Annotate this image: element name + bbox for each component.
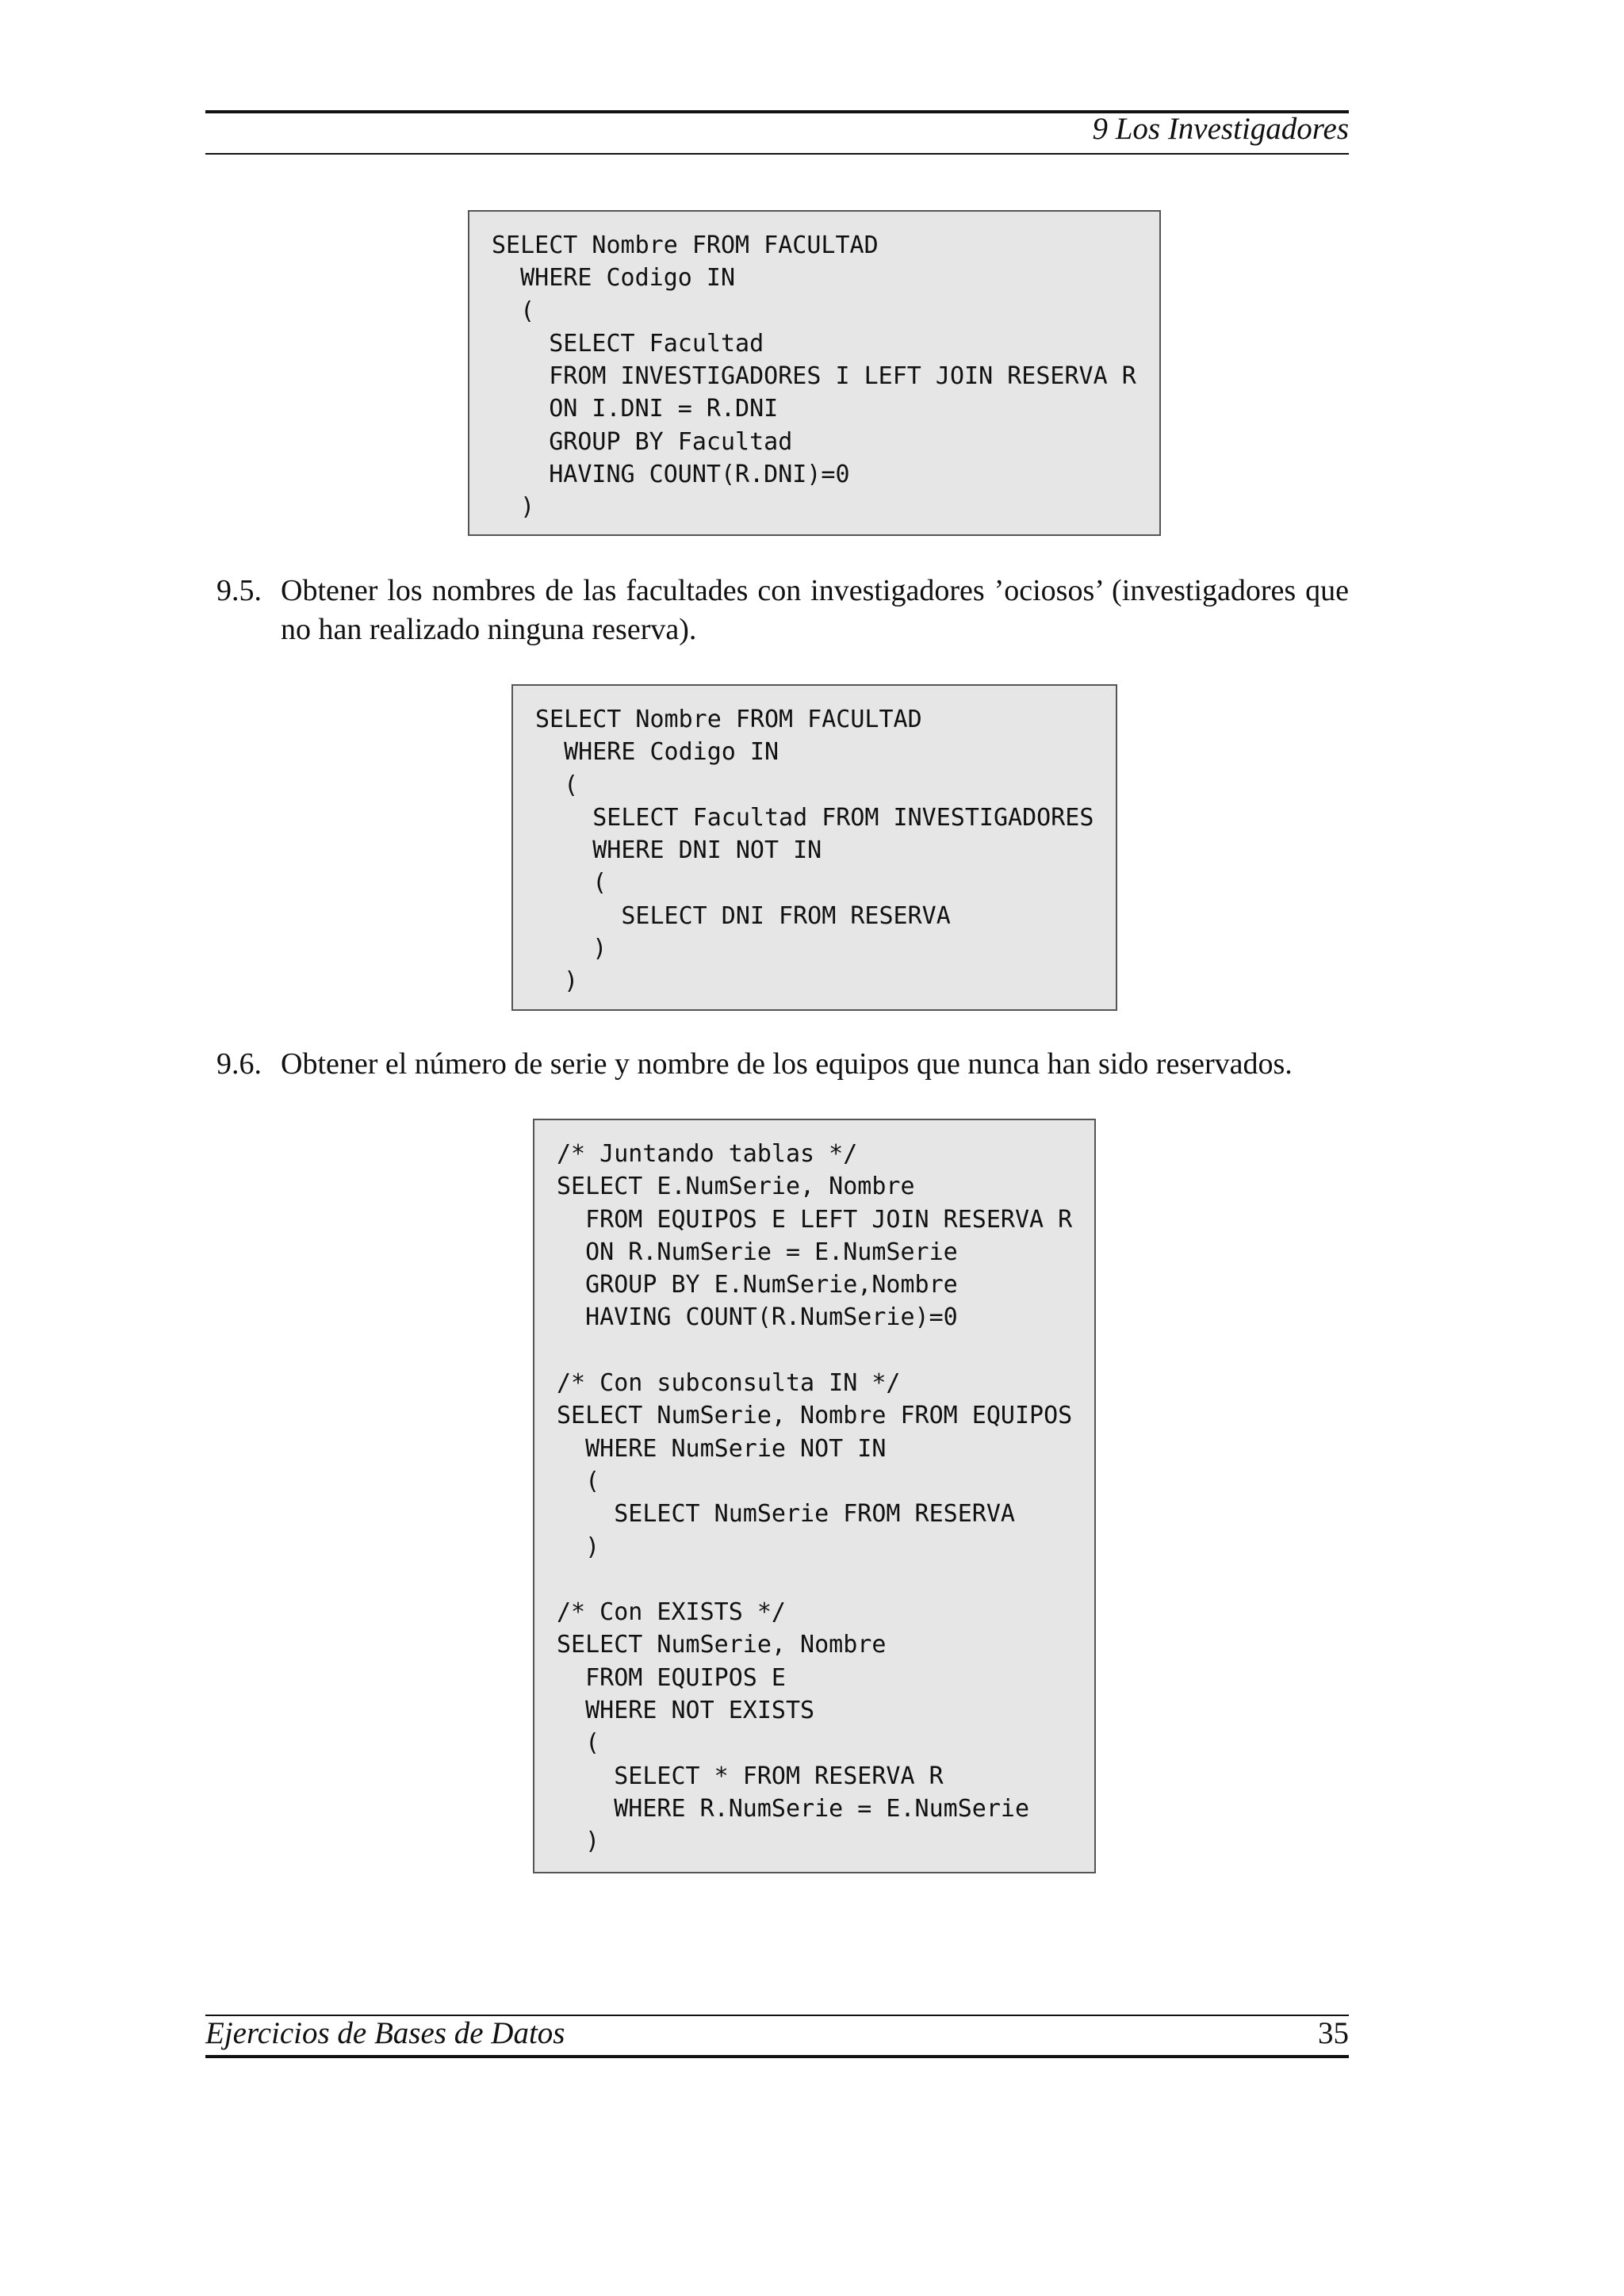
code-block-3: [533, 1119, 1096, 1873]
exercise-number: 9.5.: [216, 574, 262, 607]
footer-title: Ejercicios de Bases de Datos: [205, 2016, 565, 2050]
code-block-3-text: /* Juntando tablas */ SELECT E.NumSerie, Nombre FROM EQUIPOS E LEFT JOIN RESERVA R ON R.NumSerie = E.NumSerie GROUP BY E.NumSerie,Nombre HAVING COUNT(R.NumSerie)=0 /* Con subconsulta IN */ SELECT NumSerie, Nombre FROM EQUIPOS WHERE NumSerie NOT IN ( SELECT NumSerie FROM RESERVA ) /* Con EXISTS */ SELECT NumSerie, Nombre FROM EQUIPOS E WHERE NOT EXISTS ( SELECT * FROM RESERVA R WHERE R.NumSerie = E.NumSerie ): [557, 1140, 1073, 1856]
code-block-1-text: SELECT Nombre FROM FACULTAD WHERE Codigo IN ( SELECT Facultad FROM INVESTIGADORES I LEFT JOIN RESERVA R ON I.DNI = R.DNI GROUP BY Facultad HAVING COUNT(R.DNI)=0 ): [492, 232, 1136, 522]
exercise-text: Obtener los nombres de las facultades con investigadores ’ociosos’ (investigadores que no han realizado ninguna reserva).: [281, 574, 1349, 646]
exercise-9-6: [205, 1045, 1349, 1084]
page-number: 35: [1318, 2016, 1349, 2050]
code-block-2-text: SELECT Nombre FROM FACULTAD WHERE Codigo IN ( SELECT Facultad FROM INVESTIGADORES WHERE DNI NOT IN ( SELECT DNI FROM RESERVA ) ): [535, 706, 1094, 996]
header-bottom-rule: [205, 153, 1349, 155]
code-block-2: [511, 684, 1117, 1011]
exercise-number: 9.6.: [216, 1047, 262, 1081]
running-head: 9 Los Investigadores: [1092, 112, 1349, 146]
exercise-9-5: [205, 572, 1349, 649]
exercise-text: Obtener el número de serie y nombre de los equipos que nunca han sido reservados.: [281, 1047, 1293, 1081]
footer-bottom-rule: [205, 2055, 1349, 2058]
code-block-1: [468, 210, 1161, 536]
